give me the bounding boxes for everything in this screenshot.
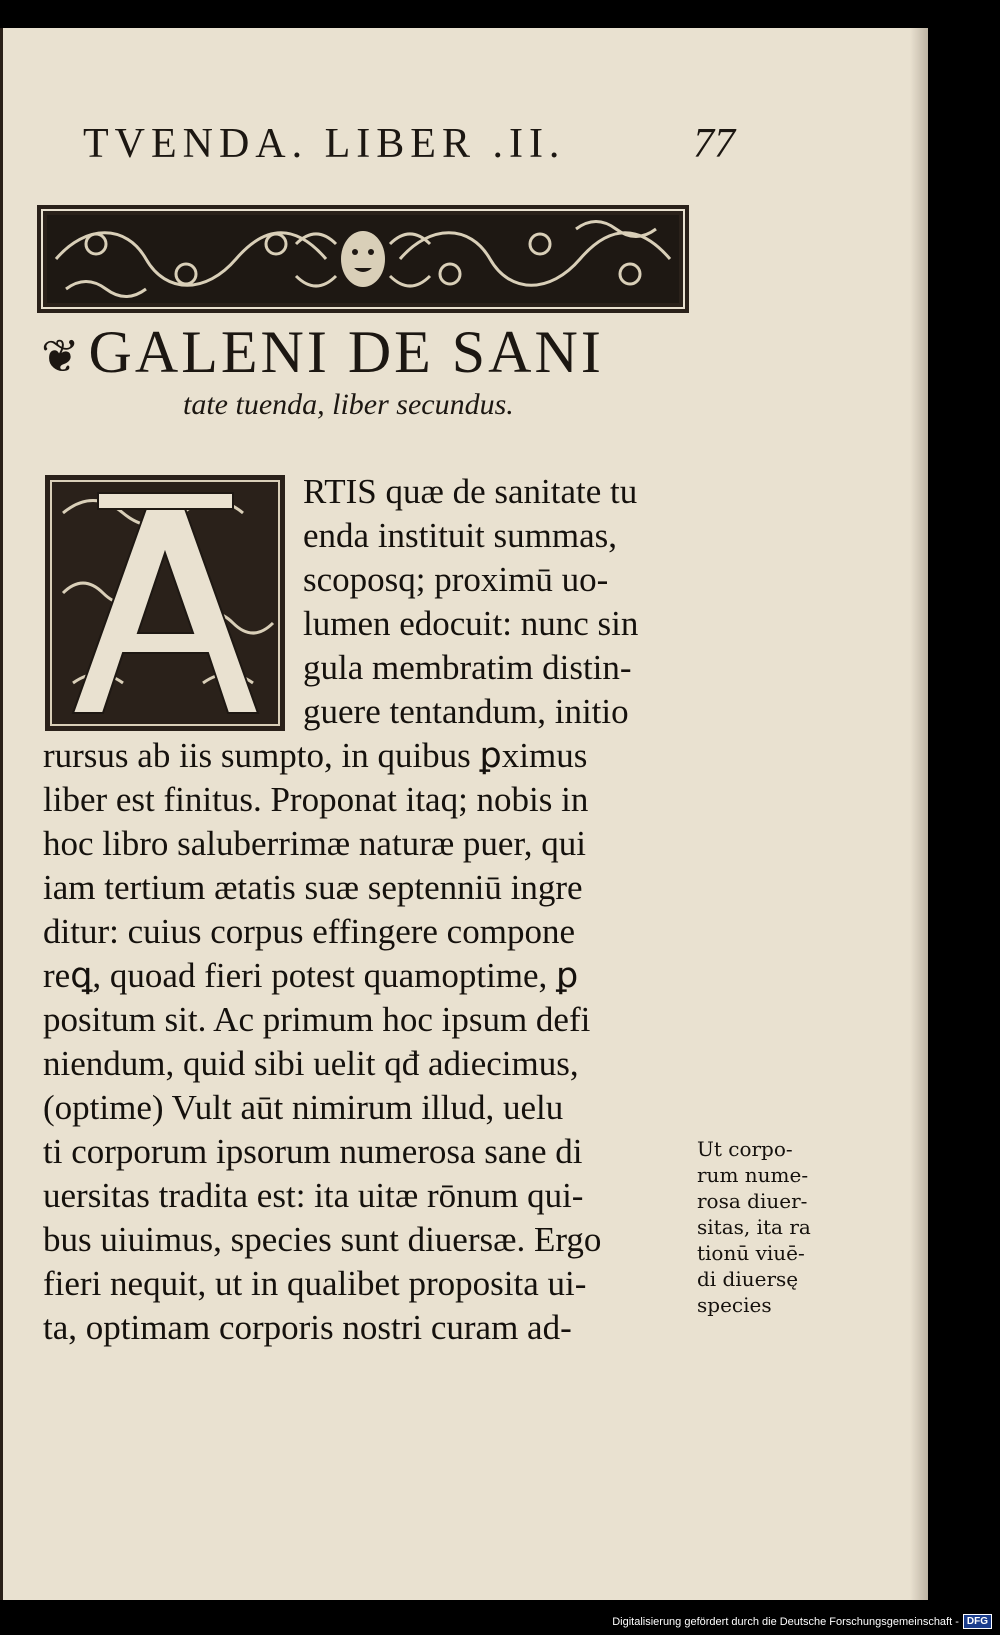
marginal-note-line: species: [697, 1293, 772, 1317]
book-subtitle: tate tuenda, liber secundus.: [183, 388, 514, 421]
ornamental-headpiece: [36, 204, 690, 314]
marginal-note-line: sitas, ita ra: [697, 1215, 811, 1239]
text-line: scoposq; proximū uo-: [303, 560, 609, 599]
book-title: [41, 318, 604, 387]
footer-text: Digitalisierung gefördert durch die Deutsche Forschungsgemeinschaft -: [612, 1615, 959, 1628]
text-line: bus uiuimus, species sunt diuersæ. Ergo: [43, 1220, 602, 1259]
decorated-initial-a: [43, 473, 287, 733]
text-line: rursus ab iis sumpto, in quibus ꝑximus: [43, 736, 588, 775]
text-line: RTIS quæ de sanitate tu: [303, 472, 638, 511]
book-page: [0, 28, 928, 1600]
running-head: TVENDA. LIBER .II.: [83, 121, 566, 167]
text-block-full: [43, 734, 601, 1350]
text-line: (optime) Vult aūt nimirum illud, uelu: [43, 1088, 564, 1127]
text-line: fieri nequit, ut in qualibet proposita ui-: [43, 1264, 587, 1303]
marginal-note-line: tionū viuē-: [697, 1241, 805, 1265]
fleuron-icon: ❦: [41, 331, 83, 382]
text-line: enda instituit summas,: [303, 516, 618, 555]
text-line: gula membratim distin-: [303, 648, 632, 687]
text-line: reꝗ, quoad fieri potest quamoptime, ꝑ: [43, 956, 579, 995]
dfg-logo: DFG: [963, 1614, 992, 1629]
page-edge-shadow: [910, 28, 928, 1600]
page-number: 77: [693, 121, 735, 167]
text-line: hoc libro saluberrimæ naturæ puer, qui: [43, 824, 586, 863]
book-title-text: GALENI DE SANI: [88, 319, 604, 385]
marginal-note-line: rosa diuer-: [697, 1189, 808, 1213]
text-line: ta, optimam corporis nostri curam ad-: [43, 1308, 572, 1347]
marginal-note-line: rum nume-: [697, 1163, 809, 1187]
text-line: liber est finitus. Proponat itaq; nobis in: [43, 780, 589, 819]
text-line: ti corporum ipsorum numerosa sane di: [43, 1132, 583, 1171]
text-line: guere tentandum, initio: [303, 692, 629, 731]
text-line: positum sit. Ac primum hoc ipsum defi: [43, 1000, 591, 1039]
marginal-note: [697, 1136, 811, 1318]
marginal-note-line: Ut corpo-: [697, 1137, 793, 1161]
marginal-note-line: di diuersę: [697, 1267, 799, 1291]
text-line: ditur: cuius corpus effingere compone: [43, 912, 575, 951]
text-line: lumen edocuit: nunc sin: [303, 604, 639, 643]
text-line: niendum, quid sibi uelit qđ adiecimus,: [43, 1044, 579, 1083]
text-line: uersitas tradita est: ita uitæ rōnum qui-: [43, 1176, 584, 1215]
digitization-footer: [612, 1614, 992, 1629]
text-line: iam tertium ætatis suæ septenniū ingre: [43, 868, 583, 907]
text-block-indented: [303, 470, 638, 734]
